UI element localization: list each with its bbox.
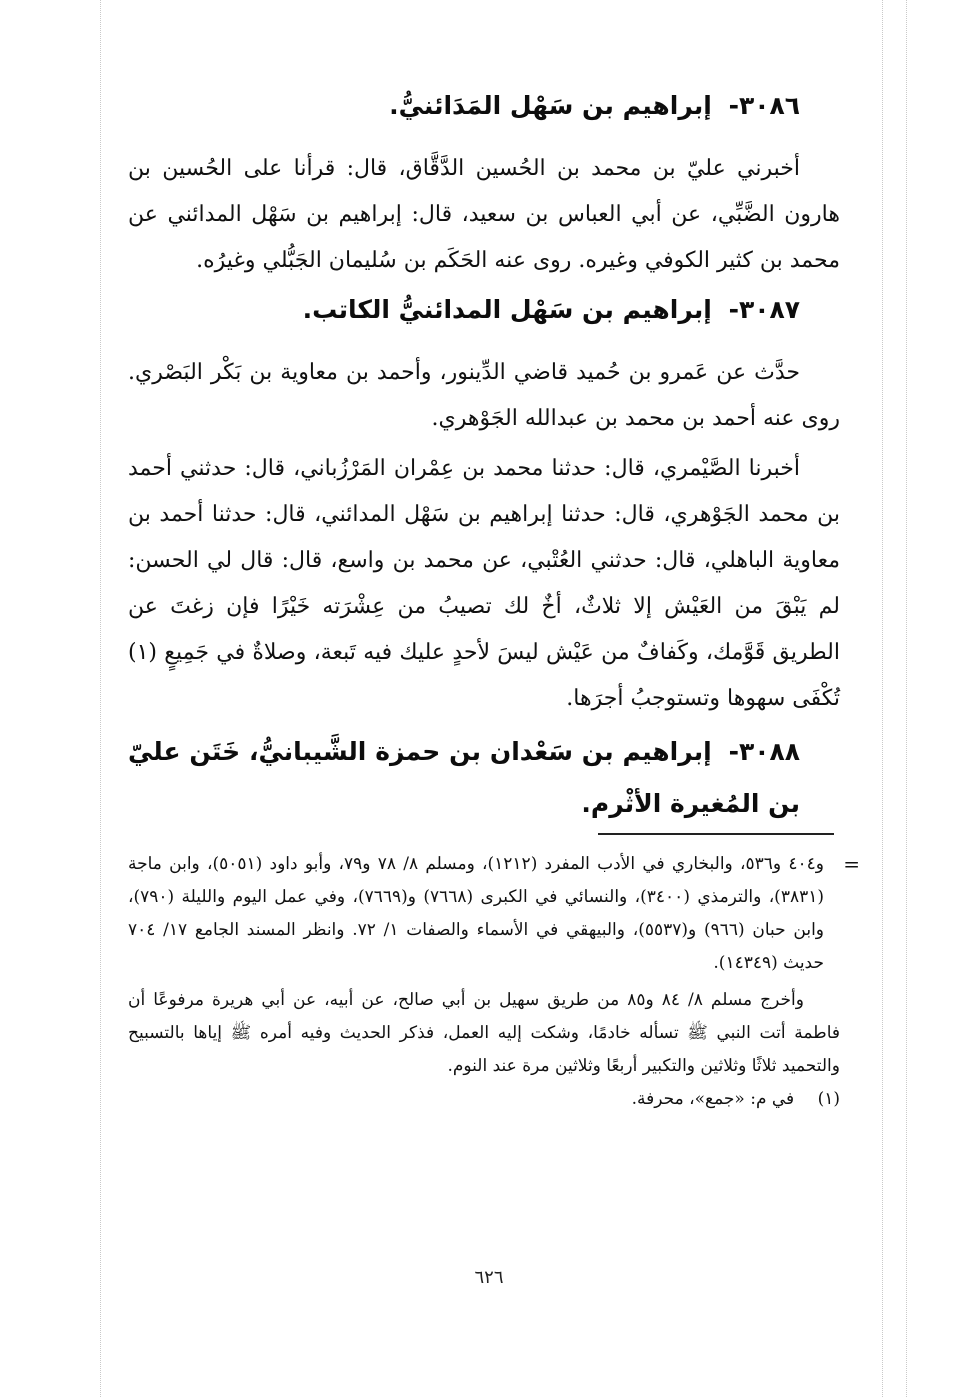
entry-number: ٣٠٨٦- [728,91,800,120]
footnote-separator [598,833,834,835]
entry-heading [128,726,840,830]
entry-name: إبراهيم بن سَعْدان بن حمزة الشَّيبانيُّ، خَتَن عليّ بن المُغيرة الأثْرم. [128,737,800,818]
entry-name: إبراهيم بن سَهْل المَدَائنيُّ. [389,91,712,120]
page-number: ٦٢٦ [474,1267,504,1288]
main-text [128,80,840,830]
footnote-number: (١) [817,1089,840,1109]
scan-edge-line [906,0,907,1397]
entry-name: إبراهيم بن سَهْل المدائنيُّ الكاتب. [302,295,712,324]
footnote-paragraph: وأخرج مسلم ٨/ ٨٤ و٨٥ من طريق سهيل بن أبي صالح، عن أبيه، عن أبي هريرة مرفوعًا أن فاطمة أتت النبي ﷺ تسأله خادمًا، وشكت إليه العمل، فذكر الحديث وفيه أمره ﷺ إياها بالتسبيح والتحميد ثلاثًا وثلاثين والتكبير أربعًا وثلاثين مرة عند النوم. [128,990,840,1076]
footnote-continuation [128,848,860,980]
footnote-continuation-text: و٤٠٤ و٥٣٦، والبخاري في الأدب المفرد (١٢١٢)، ومسلم ٨/ ٧٨ و٧٩، وأبو داود (٥٠٥١)، وابن ماجة (٣٨٣١)، والترمذي (٣٤٠٠)، والنسائي في الكبرى (٧٦٦٨) و(٧٦٦٩)، وفي عمل اليوم والليلة (٧٩٠)، وابن حبان (٩٦٦) و(٥٥٣٧)، والبيهقي في الأسماء والصفات ١/ ٧٢. وانظر المسند الجامع ١٧/ ٧٠٤ حديث (١٤٣٤٩). [128,854,824,973]
footnotes [128,848,860,1116]
entry-heading [128,80,840,132]
scan-edge-line [882,0,883,1397]
scan-edge-line [100,0,101,1397]
continuation-marker: = [843,852,860,876]
entry-paragraph: أخبرنا الصَّيْمري، قال: حدثنا محمد بن عِمْران المَرْزُباني، قال: حدثني أحمد بن محمد الجَوْهري، قال: حدثنا إبراهيم بن سَهْل المدائني، قال: حدثنا أحمد بن معاوية الباهلي، قال: حدثني العُتْبي، عن محمد بن واسع، قال: قال لي الحسن: لم يَبْقَ من العَيْش إلا ثلاثٌ، أخٌ لك تصيبُ من عِشْرَته خَيْرًا فإن زغتَ عن الطريق قَوَّمك، وكَفافٌ من عَيْش ليسَ لأحدٍ عليك فيه تَبعة، وصلاةٌ في جَمِيعٍ (١) تُكْفَى سهوها وتستوجبُ أجرَها. [128,456,840,711]
entry-heading [128,284,840,336]
footnote-text: في م: «جمع»، محرفة. [631,1089,795,1109]
entry-paragraph: حدَّث عن عَمرو بن حُميد قاضي الدِّينور، وأحمد بن معاوية بن بَكْر البَصْري. روى عنه أحمد بن محمد بن عبدالله الجَوْهري. [128,360,840,431]
entry-paragraph: أخبرني عليّ بن محمد بن الحُسين الدَّقَّاق، قال: قرأنا على الحُسين بن هارون الضَّبِّي، عن أبي العباس بن سعيد، قال: إبراهيم بن سَهْل المدائني عن محمد بن كثير الكوفي وغيره. روى عنه الحَكَم بن سُليمان الجَبُّلي وغيرُه. [128,156,840,273]
entry-number: ٣٠٨٨- [728,737,800,766]
entry-number: ٣٠٨٧- [728,295,800,324]
footnote-1 [128,1083,840,1116]
